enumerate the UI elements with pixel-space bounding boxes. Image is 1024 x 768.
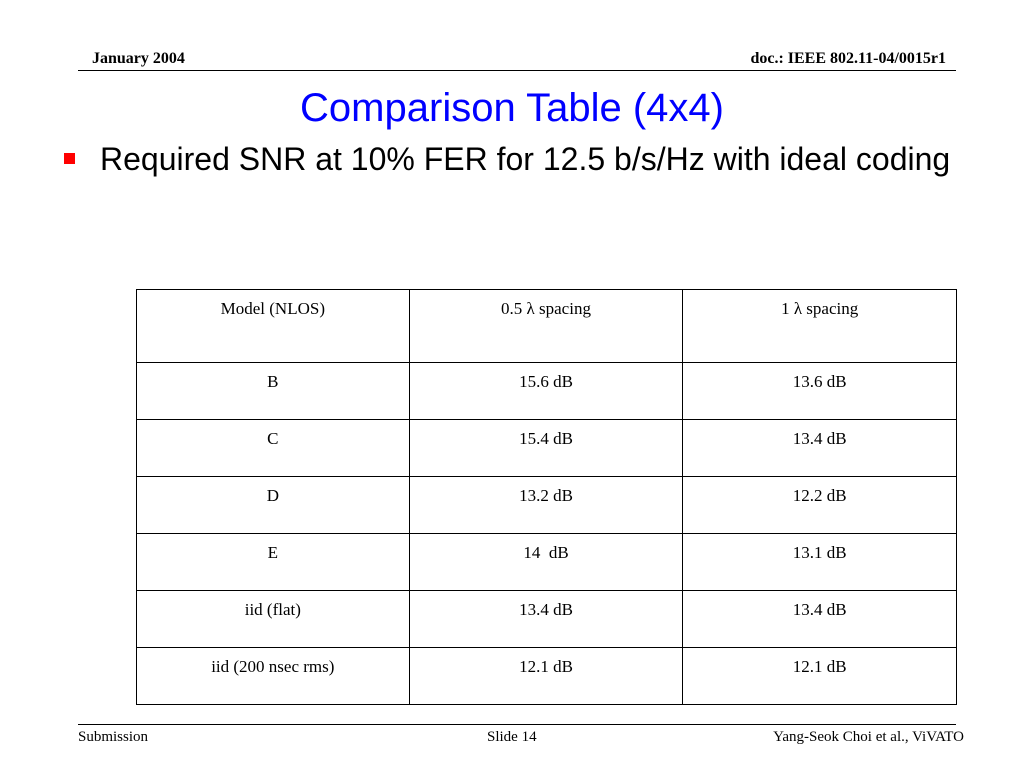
- table-row: [137, 591, 957, 648]
- table-cell: 13.4 dB: [683, 420, 957, 477]
- table-row: [137, 648, 957, 705]
- table-cell: 15.6 dB: [409, 363, 683, 420]
- table-cell: D: [137, 477, 410, 534]
- slide-title: Comparison Table (4x4): [300, 86, 724, 130]
- header-date: January 2004: [92, 50, 185, 67]
- footer-author: Yang-Seok Choi et al., ViVATO: [773, 729, 964, 745]
- comparison-table: [136, 289, 957, 705]
- table-header-cell: Model (NLOS): [137, 290, 410, 363]
- table-cell: 12.1 dB: [409, 648, 683, 705]
- footer-divider: [78, 724, 956, 725]
- table-header-row: [137, 290, 957, 363]
- table-header-cell: 0.5 λ spacing: [409, 290, 683, 363]
- header-doc-id: doc.: IEEE 802.11-04/0015r1: [750, 50, 946, 67]
- table-row: [137, 363, 957, 420]
- table-cell: 13.2 dB: [409, 477, 683, 534]
- bullet-text: Required SNR at 10% FER for 12.5 b/s/Hz with ideal coding: [100, 141, 951, 177]
- table-cell: 13.6 dB: [683, 363, 957, 420]
- table-cell: 13.4 dB: [409, 591, 683, 648]
- square-bullet-icon: [64, 153, 75, 164]
- table-row: [137, 420, 957, 477]
- footer-slide-number: Slide 14: [487, 729, 537, 745]
- table-cell: C: [137, 420, 410, 477]
- table-cell: 12.1 dB: [683, 648, 957, 705]
- table-cell: 14 dB: [409, 534, 683, 591]
- table-cell: E: [137, 534, 410, 591]
- table-cell: iid (200 nsec rms): [137, 648, 410, 705]
- table-row: [137, 477, 957, 534]
- table-cell: 13.4 dB: [683, 591, 957, 648]
- table-cell: B: [137, 363, 410, 420]
- table-row: [137, 534, 957, 591]
- table-cell: 12.2 dB: [683, 477, 957, 534]
- footer-submission: Submission: [78, 729, 149, 745]
- table-cell: 13.1 dB: [683, 534, 957, 591]
- table-cell: iid (flat): [137, 591, 410, 648]
- table-cell: 15.4 dB: [409, 420, 683, 477]
- table-header-cell: 1 λ spacing: [683, 290, 957, 363]
- header-divider: [78, 70, 956, 71]
